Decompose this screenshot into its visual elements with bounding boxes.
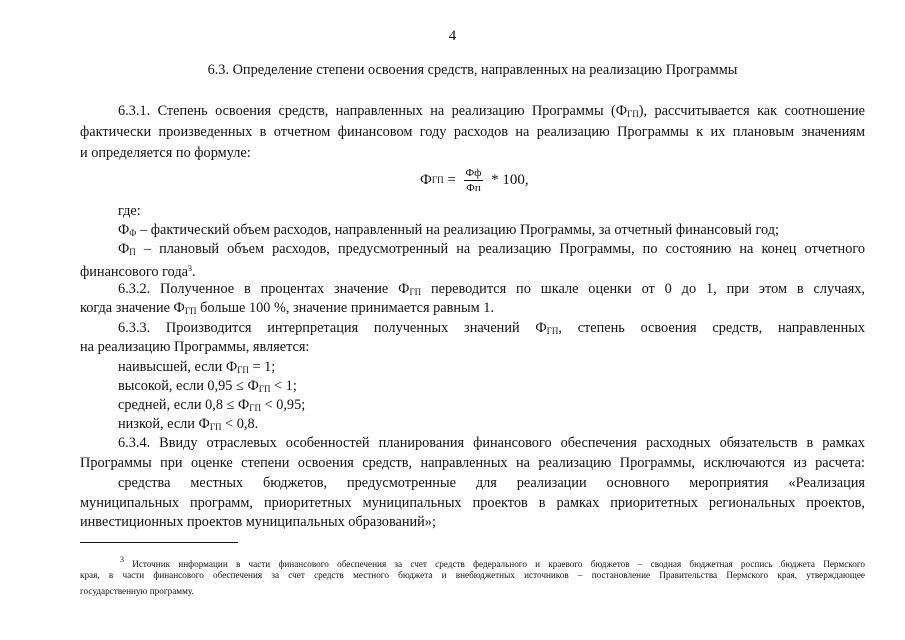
footnote-reference[interactable]: 3 xyxy=(187,264,192,273)
text: низкой, если Ф xyxy=(118,416,210,432)
definition-planned-line-2 xyxy=(80,260,865,281)
paragraph-6-3-2-line-1 xyxy=(118,280,865,301)
text: = 1; xyxy=(248,359,276,375)
text: средней, если 0,8 ≤ Ф xyxy=(118,397,250,413)
text: больше 100 %, значение принимается равным 1. xyxy=(196,300,495,316)
formula-numerator: Фф xyxy=(465,166,482,179)
text: < 0,95; xyxy=(261,397,306,413)
formula xyxy=(420,160,529,200)
subscript: ГП xyxy=(546,326,559,336)
subscript: ГП xyxy=(249,403,261,413)
footnote-mark: 3 xyxy=(120,555,124,564)
text: < 1; xyxy=(270,378,297,394)
text: наивысшей, если Ф xyxy=(118,359,238,375)
exclusion-line-1: средства местных бюджетов, предусмотренные для реализации основного мероприятия «Реализация xyxy=(118,475,865,491)
level-high xyxy=(118,377,865,398)
paragraph-6-3-1-line-3: и определяется по формуле: xyxy=(80,145,251,161)
where-label: где: xyxy=(118,203,141,219)
paragraph-6-3-2-line-2 xyxy=(80,299,865,320)
text: 6.3.3. Производится интерпретация полученных значений Ф xyxy=(118,320,547,336)
level-medium xyxy=(118,396,865,417)
text: Ф xyxy=(118,222,130,238)
text: 6.3.1. Степень освоения средств, направленных на реализацию Программы (Ф xyxy=(118,103,628,119)
paragraph-6-3-1-line-1 xyxy=(118,102,865,123)
section-heading: 6.3. Определение степени освоения средств, направленных на реализацию Программы xyxy=(207,62,738,78)
text: 6.3.2. Полученное в процентах значение Ф xyxy=(118,281,410,297)
text: – фактический объем расходов, направленный на реализацию Программы, за отчетный финансовый год; xyxy=(136,222,779,238)
exclusion-line-3: инвестиционных проектов муниципальных образований»; xyxy=(80,514,436,530)
formula-equals: = xyxy=(443,171,460,188)
level-low xyxy=(118,415,865,436)
subscript: П xyxy=(129,247,136,257)
paragraph-6-3-4-line-2: Программы при оценке степени освоения средств, направленных на реализацию Программы, исключаются из расчета: xyxy=(80,455,865,471)
text: финансового года xyxy=(80,264,188,280)
footnote-line-2: края, в части финансового обеспечения за счет средств местного бюджета и внебюджетных источников – постановление Правительства Пермского края, утверждающее xyxy=(80,570,865,580)
subscript: ГП xyxy=(237,365,249,375)
level-highest xyxy=(118,358,865,379)
subscript: ГП xyxy=(209,422,222,432)
footnote-separator xyxy=(80,542,238,543)
subscript: ГП xyxy=(627,109,639,119)
text: Ф xyxy=(118,241,130,257)
text: когда значение Ф xyxy=(80,300,185,316)
paragraph-6-3-1-line-2: фактически произведенных в отчетном финансовом году расходов на реализацию Программы к их плановым значениям xyxy=(80,124,865,140)
text: Источник информации в части финансового обеспечения за счет средств федерального и краевого бюджетов – сводная бюджетная роспись бюджета Пермского xyxy=(124,559,865,569)
text: . xyxy=(191,264,196,280)
formula-fraction xyxy=(464,167,484,194)
paragraph-6-3-3-line-2: на реализацию Программы, является: xyxy=(80,339,310,355)
definition-planned-line-1 xyxy=(118,240,865,261)
paragraph-6-3-4-line-1: 6.3.4. Ввиду отраслевых особенностей планирования финансового обеспечения расходных обязательств в рамках xyxy=(118,435,865,451)
text: – плановый объем расходов, предусмотренный на реализацию Программы, по состоянию на конец отчетного xyxy=(135,241,865,257)
formula-lhs: Ф xyxy=(420,171,432,188)
text: , степень освоения средств, направленных xyxy=(558,320,865,336)
text: переводится по шкале оценки от 0 до 1, при этом в случаях, xyxy=(421,281,865,297)
subscript: ГП xyxy=(409,287,422,297)
definition-actual xyxy=(118,221,865,242)
page-number: 4 xyxy=(448,28,457,44)
subscript: ГП xyxy=(184,306,197,316)
text: ), рассчитывается как соотношение xyxy=(638,103,865,119)
text: высокой, если 0,95 ≤ Ф xyxy=(118,378,259,394)
subscript: Ф xyxy=(129,228,137,238)
paragraph-6-3-3-line-1 xyxy=(118,319,865,340)
footnote-line-3: государственную программу. xyxy=(80,586,194,596)
formula-denominator: Фп xyxy=(466,181,481,194)
formula-lhs-subscript: ГП xyxy=(431,175,444,185)
text: < 0,8. xyxy=(221,416,259,432)
formula-rhs: * 100, xyxy=(487,171,529,188)
subscript: ГП xyxy=(258,384,271,394)
exclusion-line-2: муниципальных программ, приоритетных муниципальных проектов в рамках приоритетных региональных проектов, xyxy=(80,495,865,511)
